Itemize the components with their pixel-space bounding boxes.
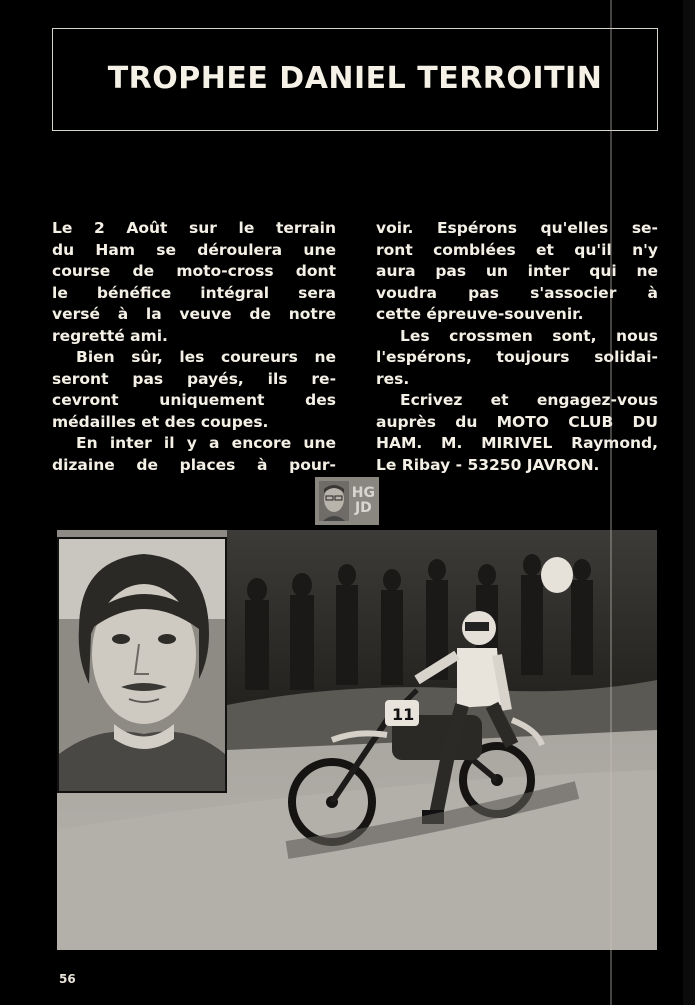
text-line: médailles et des coupes. (52, 412, 269, 431)
text-line: le bénéfice intégral sera (52, 283, 336, 302)
text-line: seront pas payés, ils re- (52, 369, 336, 388)
text-line: Le Ribay - 53250 JAVRON. (376, 455, 600, 474)
page-fold-line (610, 0, 612, 1005)
title-frame (52, 28, 658, 131)
text-line: l'espérons, toujours solidai- (376, 348, 658, 366)
article-column-left (52, 218, 336, 476)
watermark-face-icon (319, 481, 349, 521)
text-line: regretté ami. (52, 326, 168, 345)
text-line: En inter il y a encore une (76, 434, 336, 452)
text-line: HAM. M. MIRIVEL Raymond, (376, 434, 658, 452)
text-line: aura pas un inter qui ne (376, 262, 658, 280)
page-edge-shadow (683, 0, 695, 1005)
text-line: dizaine de places à pour- (52, 455, 336, 474)
bike-number: 11 (392, 705, 415, 724)
text-line: auprès du MOTO CLUB DU (376, 412, 658, 431)
watermark-logo (315, 477, 379, 525)
text-line: voudra pas s'associer à (376, 283, 658, 302)
rider-portrait-photo (57, 537, 227, 793)
text-line: voir. Espérons qu'elles se- (376, 219, 658, 237)
text-line: Les crossmen sont, nous (400, 326, 658, 345)
watermark-text-line: JD (354, 500, 372, 516)
article-title: TROPHEE DANIEL TERROITIN (107, 61, 603, 96)
text-line: versé à la veuve de notre (52, 305, 336, 323)
text-line: du Ham se déroulera une (52, 240, 336, 259)
watermark-text (352, 486, 375, 516)
text-line: course de moto-cross dont (52, 262, 336, 280)
watermark-text-line: HG (351, 485, 375, 501)
text-line: res. (376, 369, 410, 388)
article-column-right (376, 218, 658, 476)
portrait-image (59, 539, 225, 791)
text-line: Bien sûr, les coureurs ne (76, 348, 336, 366)
page-number: 56 (59, 972, 76, 986)
text-line: cette épreuve-souvenir. (376, 305, 584, 323)
text-line: ront comblées et qu'il n'y (376, 240, 658, 259)
text-line: Ecrivez et engagez-vous (400, 391, 658, 409)
spectator-helmet (541, 557, 573, 593)
text-line: Le 2 Août sur le terrain (52, 219, 336, 237)
text-line: cevront uniquement des (52, 391, 336, 409)
